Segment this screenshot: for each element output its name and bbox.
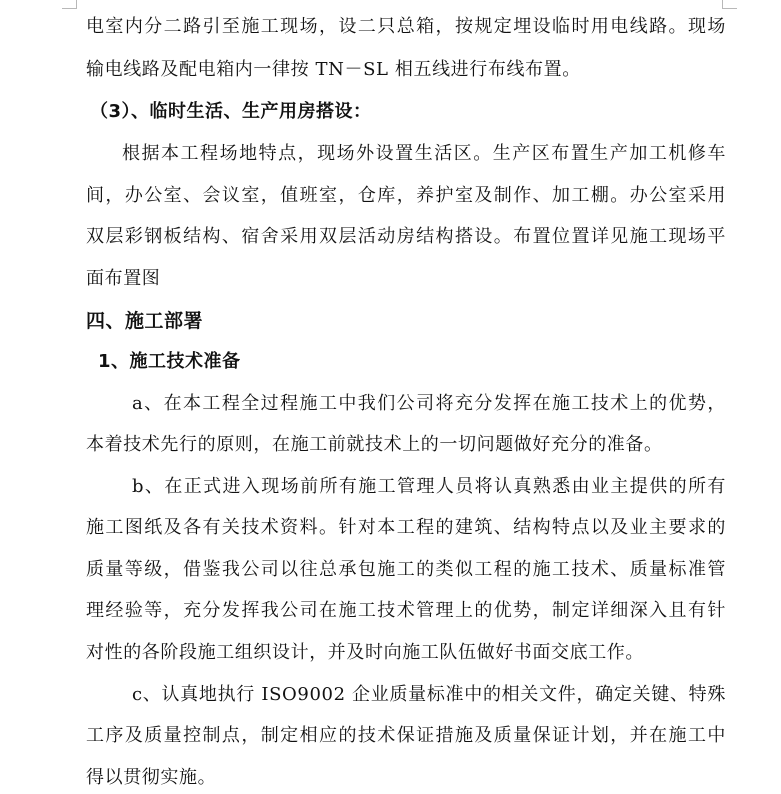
- paragraph-line: 对性的各阶段施工组织设计，并及时向施工队伍做好书面交底工作。: [86, 642, 644, 663]
- paragraph-line: 理经验等，充分发挥我公司在施工技术管理上的优势，制定详细深入且有针: [86, 600, 726, 621]
- section-heading: （3）、临时生活、生产用房搭设：: [90, 101, 372, 122]
- paragraph-line: 工序及质量控制点，制定相应的技术保证措施及质量保证计划，并在施工中: [86, 725, 726, 746]
- page-corner-mark-right: [722, 0, 737, 9]
- paragraph-line: 质量等级，借鉴我公司以往总承包施工的类似工程的施工技术、质量标准管: [86, 559, 726, 580]
- paragraph-line: 面布置图: [86, 268, 161, 289]
- chapter-heading: 四、施工部署: [86, 310, 204, 332]
- paragraph-line: 本着技术先行的原则，在施工前就技术上的一切问题做好充分的准备。: [86, 434, 663, 455]
- paragraph-line: b、在正式进入现场前所有施工管理人员将认真熟悉由业主提供的所有: [132, 476, 726, 497]
- paragraph-line: 施工图纸及各有关技术资料。针对本工程的建筑、结构特点以及业主要求的: [86, 517, 726, 538]
- paragraph-line: 根据本工程场地特点，现场外设置生活区。生产区布置生产加工机修车: [122, 143, 726, 164]
- paragraph-line: 电室内分二路引至施工现场，设二只总箱，按规定埋设临时用电线路。现场: [86, 16, 726, 37]
- paragraph-line: 间，办公室、会议室，值班室，仓库，养护室及制作、加工棚。办公室采用: [86, 185, 726, 206]
- paragraph-line: a、在本工程全过程施工中我们公司将充分发挥在施工技术上的优势，: [132, 393, 726, 414]
- paragraph-line: 输电线路及配电箱内一律按 TN－SL 相五线进行布线布置。: [86, 59, 581, 80]
- paragraph-line: 双层彩钢板结构、宿舍采用双层活动房结构搭设。布置位置详见施工现场平: [86, 226, 726, 247]
- subsection-heading: 1、施工技术准备: [98, 351, 241, 372]
- page-corner-mark-left: [62, 0, 77, 9]
- paragraph-line: 得以贯彻实施。: [86, 767, 217, 788]
- paragraph-line: c、认真地执行 ISO9002 企业质量标准中的相关文件，确定关键、特殊: [132, 684, 726, 705]
